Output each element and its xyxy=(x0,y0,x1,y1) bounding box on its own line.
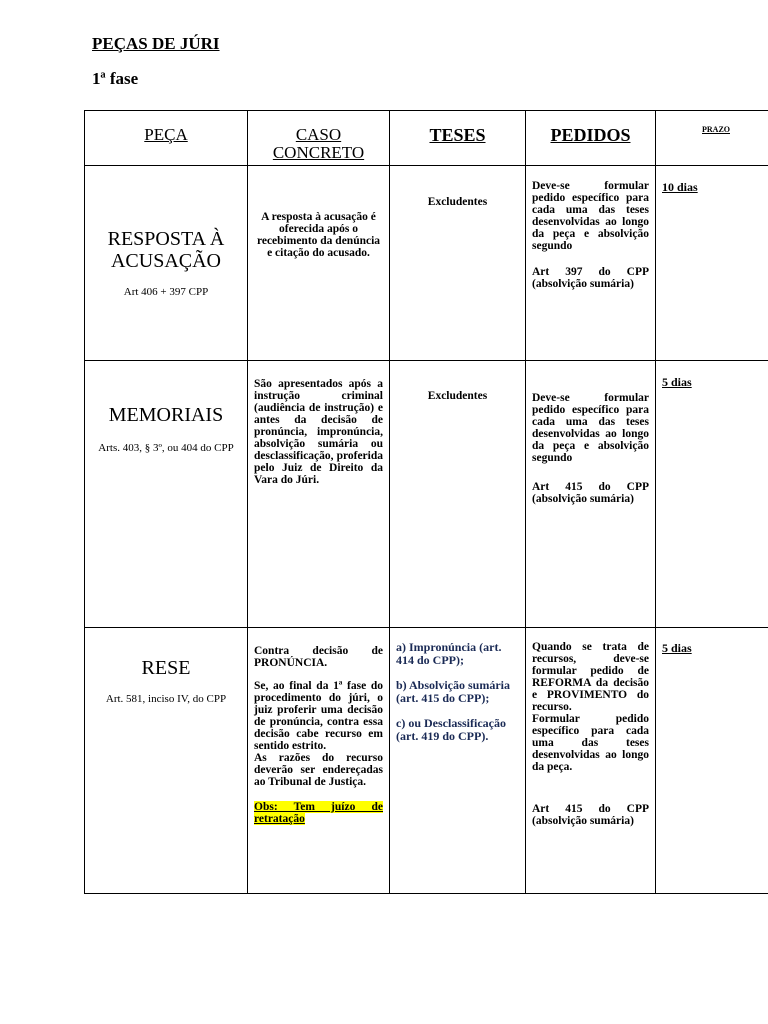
phase-subtitle: 1ª fase xyxy=(92,69,139,88)
teses-cell xyxy=(390,628,526,894)
caso-text: Contra decisão de PRONÚNCIA. xyxy=(254,645,383,669)
peca-cell xyxy=(85,166,248,361)
header-teses: TESES xyxy=(390,111,526,166)
table-row xyxy=(85,361,768,628)
prazo-value: 5 dias xyxy=(662,375,692,389)
caso-text: A resposta à acusação é oferecida após o recebimento da denúncia e citação do acusado. xyxy=(256,211,381,259)
prazo-cell xyxy=(656,628,768,894)
teses-cell xyxy=(390,166,526,361)
peca-cell xyxy=(85,628,248,894)
pedidos-article: Art 415 do CPP (absolvição sumária) xyxy=(532,803,649,827)
prazo-value: 5 dias xyxy=(662,641,692,655)
teses-cell xyxy=(390,361,526,628)
header-peca: PEÇA xyxy=(85,111,248,166)
header-prazo: PRAZO xyxy=(656,111,768,166)
pedidos-article: Art 397 do CPP (absolvição sumária) xyxy=(532,266,649,290)
caso-text: São apresentados após a instrução criminal (audiência de instrução) e antes da decisão de pronúncia, impronúncia, absolvição sumária ou desclassificação, proferida pelo Juiz de Direito da Vara do Júri. xyxy=(254,378,383,486)
peca-name-line2: ACUSAÇÃO xyxy=(110,250,222,272)
header-pedidos: PEDIDOS xyxy=(526,111,656,166)
peca-cell xyxy=(85,361,248,628)
caso-cell xyxy=(248,628,390,894)
teses-text: Excludentes xyxy=(427,390,488,402)
caso-cell xyxy=(248,166,390,361)
teses-item-a: a) Impronúncia (art. 414 do CPP); xyxy=(396,640,502,667)
caso-text-razoes: As razões do recurso deverão ser endereçadas ao Tribunal de Justiça. xyxy=(254,752,383,788)
peca-reference: Art. 581, inciso IV, do CPP xyxy=(105,693,227,705)
pedidos-text: Deve-se formular pedido específico para cada uma das teses desenvolvidas ao longo da peça e absolvição segundo xyxy=(532,180,649,252)
caso-text-detail: Se, ao final da 1ª fase do procedimento do júri, o juiz proferir uma decisão de pronúncia, contra essa decisão cabe recurso em sentido estrito. xyxy=(254,680,383,752)
table-row xyxy=(85,628,768,894)
teses-text: Excludentes xyxy=(427,196,488,208)
caso-cell xyxy=(248,361,390,628)
header-caso-concreto xyxy=(248,111,390,166)
pedidos-article: Art 415 do CPP (absolvição sumária) xyxy=(532,481,649,505)
pedidos-text-2: Formular pedido específico para cada uma das teses desenvolvidas ao longo da peça. xyxy=(532,713,649,773)
pedidos-text: Deve-se formular pedido específico para cada uma das teses desenvolvidas ao longo da peça e absolvição segundo xyxy=(532,392,649,464)
pedidos-cell xyxy=(526,361,656,628)
prazo-cell xyxy=(656,166,768,361)
peca-reference: Arts. 403, § 3º, ou 404 do CPP xyxy=(98,442,234,454)
pecas-table xyxy=(84,110,768,894)
obs-highlight: Obs: Tem juízo de retratação xyxy=(254,801,383,825)
table-row xyxy=(85,166,768,361)
header-row xyxy=(85,111,768,166)
teses-item-b: b) Absolvição sumária (art. 415 do CPP); xyxy=(396,678,511,705)
peca-name: RESE xyxy=(141,657,191,679)
page-title: PEÇAS DE JÚRI xyxy=(92,34,220,53)
pedidos-text: Quando se trata de recursos, deve-se formular pedido de REFORMA da decisão e PROVIMENTO do recurso. xyxy=(532,641,649,713)
pedidos-cell xyxy=(526,628,656,894)
header-caso-line1: CASO xyxy=(295,125,342,144)
header-caso-line2: CONCRETO xyxy=(272,143,365,162)
teses-item-c: c) ou Desclassificação (art. 419 do CPP). xyxy=(396,716,506,743)
prazo-cell xyxy=(656,361,768,628)
peca-reference: Art 406 + 397 CPP xyxy=(123,286,209,298)
prazo-value: 10 dias xyxy=(662,180,698,194)
peca-name: MEMORIAIS xyxy=(108,404,224,426)
peca-name: RESPOSTA À xyxy=(107,228,225,250)
pedidos-cell xyxy=(526,166,656,361)
